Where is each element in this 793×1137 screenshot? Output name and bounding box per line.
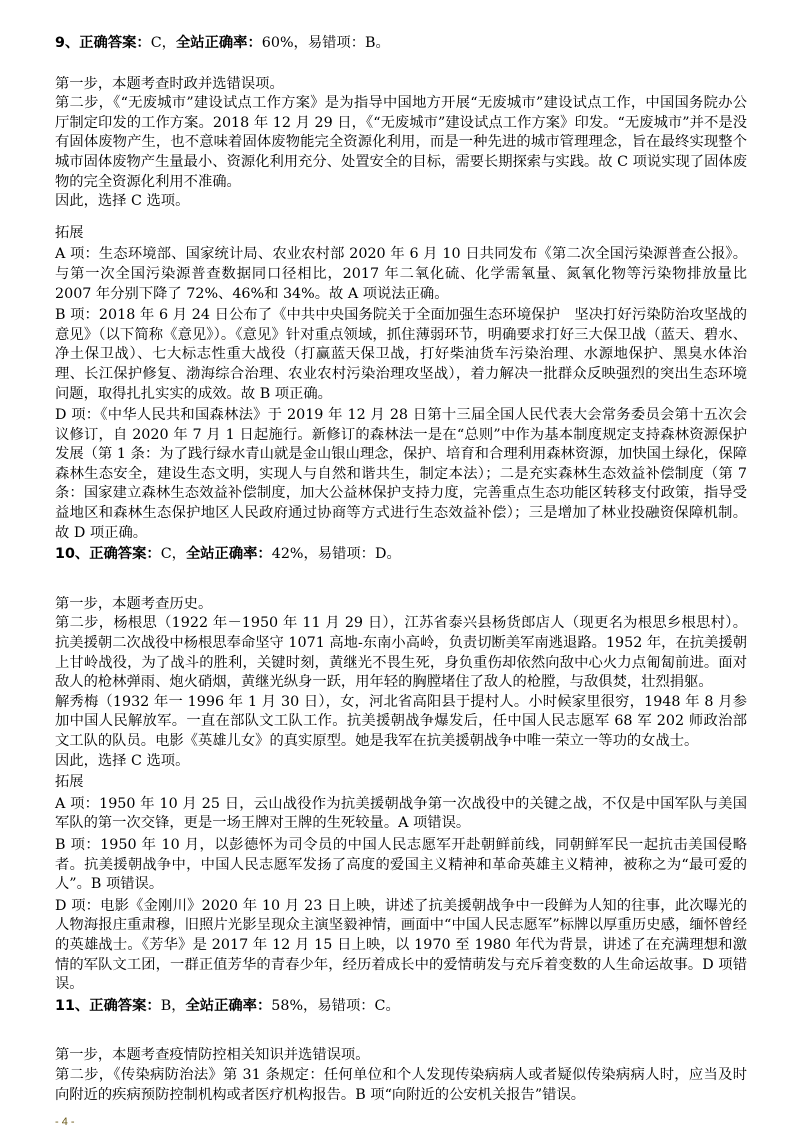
- answer-label: 11、正确答案：: [55, 997, 161, 1014]
- answer-label: 9、正确答案：: [55, 35, 151, 51]
- question-11-header: [55, 997, 747, 1017]
- page-number: - 4 -: [55, 1116, 75, 1129]
- extension-heading: 拓展: [55, 774, 84, 791]
- question-9-header: [55, 34, 747, 54]
- extension-option-d: D 项：《中华人民共和国森林法》于 2019 年 12 月 28 日第十三届全国人民代表大会常务委员会第十五次会议修订，自 2020 年 7 月 1 日起施行。新修订的森林法一是在“总则”中作为基本制度规定支持森林资源保护发展（第 1 条：为了践行绿水青山就是金山银山理念，保护、培育和合理利用森林资源，加快国土绿化，保障森林生态安全，建设生态文明，实现人与自然和谐共生，制定本法）；二是充实森林生态效益补偿制度（第 7 条：国家建立森林生态效益补偿制度，加大公益林保护支持力度，完善重点生态功能区转移支付政策，指导受益地区和森林生态保护地区人民政府通过协商等方式进行生态效益补偿）；三是增加了林业投融资保障机制。故 D 项正确。: [55, 407, 747, 541]
- rate-label: 全站正确率：: [185, 997, 272, 1014]
- rate-label: 全站正确率：: [185, 546, 272, 563]
- step-one: 第一步，本题考查时政并选错误项。: [55, 75, 284, 92]
- extension-option-b: B 项：2018 年 6 月 24 日公布了《中共中央国务院关于全面加强生态环境保护 坚决打好污染防治攻坚战的意见》（以下简称《意见》）。《意见》针对重点领域，抓住薄弱环节，明确要求打好三大保卫战（蓝天、碧水、净土保卫战）、七大标志性重大战役（打赢蓝天保卫战，打好柴油货车污染治理、水源地保护、黑臭水体治理、长江保护修复、渤海综合治理、农业农村污染治理攻坚战），着力解决一批群众反映强烈的突出生态环境问题，取得扎扎实实的成效。故 B 项正确。: [55, 307, 747, 402]
- step-two: 第二步，《传染病防治法》第 31 条规定：任何单位和个人发现传染病病人或者疑似传染病病人时，应当及时向附近的疾病预防控制机构或者医疗机构报告。B 项“向附近的公安机关报告”错误。: [55, 1066, 747, 1103]
- extension-option-b: B 项：1950 年 10 月，以彭德怀为司令员的中国人民志愿军开赴朝鲜前线，同朝鲜军民一起抗击美国侵略者。抗美援朝战争中，中国人民志愿军发扬了高度的爱国主义精神和革命英雄主义精神，被称之为“最可爱的人”。B 项错误。: [55, 836, 747, 893]
- extension-option-a: A 项：生态环境部、国家统计局、农业农村部 2020 年 6 月 10 日共同发布《第二次全国污染源普查公报》。与第一次全国污染源普查数据同口径相比，2017 年二氧化硫、化学需氧量、氮氧化物等污染物排放量比 2007 年分别下降了 72%、46%和 34%。故 A 项说法正确。: [55, 246, 747, 302]
- rate-and-wrong-option: 58%，易错项：C。: [271, 997, 400, 1014]
- correct-answer: C，: [160, 546, 186, 563]
- step-two-continued: 解秀梅（1932 年一 1996 年 1 月 30 日），女，河北省高阳县于提村人。小时候家里很穷，1948 年 8 月参加中国人民解放军。一直在部队文工队工作。抗美援朝战争爆发后，任中国人民志愿军 68 军 202 师政治部文工队的队员。电影《英雄儿女》的真实原型。她是我军在抗美援朝战争中唯一荣立一等功的女战士。: [55, 693, 747, 749]
- answer-label: 10、正确答案：: [55, 546, 161, 563]
- rate-and-wrong-option: 42%，易错项：D。: [271, 546, 401, 563]
- rate-and-wrong-option: 60%，易错项：B。: [261, 35, 390, 51]
- step-two: 第二步，杨根思（1922 年－1950 年 11 月 29 日），江苏省泰兴县杨货郎店人（现更名为根思乡根思村）。抗美援朝二次战役中杨根思奉命坚守 1071 高地-东南小高岭，负责切断美军南逃退路。1952 年，在抗美援朝上甘岭战役，为了战斗的胜利，关键时刻，黄继光不畏生死，身负重伤却依然向敌中心火力点匍匐前进。面对敌人的枪林弹雨、炮火硝烟，黄继光纵身一跃，用年轻的胸膛堵住了敌人的枪膛，与敌俱焚，壮烈捐躯。: [55, 615, 747, 691]
- step-two: 第二步，《“无废城市”建设试点工作方案》是为指导中国地方开展“无废城市”建设试点工作，中国国务院办公厅制定印发的工作方案。2018 年 12 月 29 日，《“无废城市”建设试点工作方案》印发。“无废城市”并不是没有固体废物产生，也不意味着固体废物能完全资源化利用，而是一种先进的城市管理理念，旨在最终实现整个城市固体废物产生量最小、资源化利用充分、处置安全的目标，需要长期探索与实践。故 C 项说实现了固体废物的完全资源化利用不准确。: [55, 95, 747, 190]
- extension-option-d: D 项：电影《金刚川》2020 年 10 月 23 日上映，讲述了抗美援朝战争中一段鲜为人知的往事，此次曝光的人物海报庄重肃穆，旧照片光影呈现众主演坚毅神情，画面中“中国人民志愿军”标牌以厚重历史感，缅怀曾经的英雄战士。《芳华》是 2017 年 12 月 15 日上映，以 1970 至 1980 年代为背景，讲述了在充满理想和激情的军队文工团，一群正值芳华的青春少年，经历着成长中的爱情萌发与充斥着变数的人生命运故事。D 项错误。: [55, 897, 747, 993]
- extension-option-a: A 项：1950 年 10 月 25 日，云山战役作为抗美援朝战争第一次战役中的关键之战，不仅是中国军队与美国军队的第一次交锋，更是一场王牌对王牌的生死较量。A 项错误。: [55, 795, 747, 832]
- correct-answer: B，: [160, 997, 186, 1014]
- extension-heading: 拓展: [55, 224, 84, 241]
- correct-answer: C，: [150, 35, 176, 51]
- conclusion: 因此，选择 C 选项。: [55, 752, 190, 769]
- step-one: 第一步，本题考查历史。: [55, 595, 213, 612]
- rate-label: 全站正确率：: [175, 35, 262, 51]
- question-10-header: [55, 545, 747, 565]
- conclusion: 因此，选择 C 选项。: [55, 193, 190, 210]
- step-one: 第一步，本题考查疫情防控相关知识并选错误项。: [55, 1047, 370, 1064]
